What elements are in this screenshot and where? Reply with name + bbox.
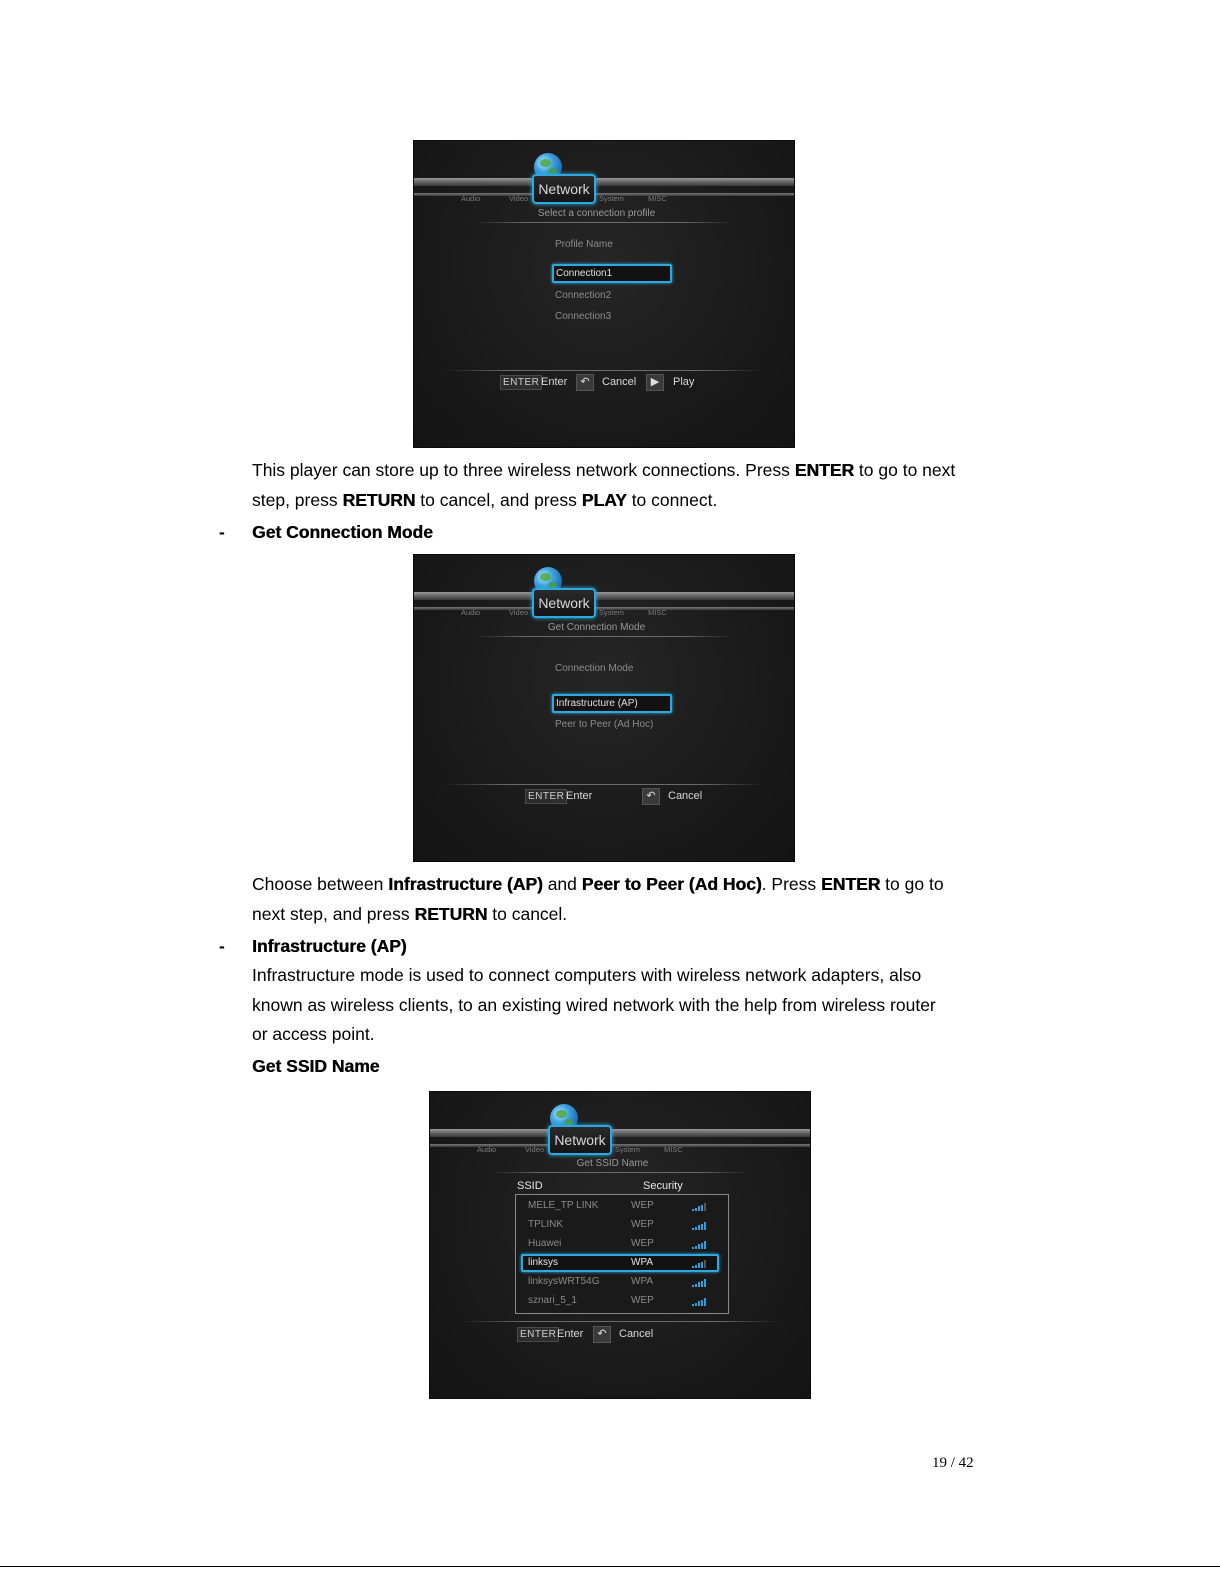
text: . Press <box>761 874 821 894</box>
enter-button[interactable]: Enter <box>557 1328 584 1340</box>
heading-infrastructure: Infrastructure (AP) <box>252 936 407 956</box>
tab-network[interactable]: Network <box>532 174 596 204</box>
tab-misc[interactable]: MISC <box>648 608 667 617</box>
text: to connect. <box>626 489 718 510</box>
divider <box>460 1321 780 1322</box>
screen-subtitle: Select a connection profile <box>537 208 656 219</box>
paragraph-choose-mode <box>252 870 944 929</box>
return-icon: ↶ <box>576 374 594 391</box>
text: to go to <box>880 874 944 894</box>
list-item[interactable]: Connection2 <box>555 290 612 301</box>
screenshot-connection-mode <box>413 554 795 862</box>
ssid-security: WEP <box>631 1238 654 1249</box>
page-number: 19 / 42 <box>932 1455 974 1471</box>
list-item-selected[interactable]: Infrastructure (AP) <box>552 694 672 713</box>
ssid-security: WEP <box>631 1219 654 1230</box>
text: This player can store up to three wireless network connections. Press <box>252 460 795 480</box>
ssid-name[interactable]: linksysWRT54G <box>528 1276 600 1287</box>
signal-strength-icon <box>692 1297 710 1306</box>
keyword-peer-to-peer: Peer to Peer (Ad Hoc) <box>581 874 762 894</box>
divider <box>474 222 734 223</box>
list-item[interactable]: Connection3 <box>555 311 612 322</box>
ssid-list[interactable] <box>515 1194 729 1314</box>
text: to go to next <box>854 460 956 480</box>
keyword-enter: ENTER <box>821 874 881 894</box>
cancel-button[interactable]: Cancel <box>668 790 703 802</box>
text: step, press <box>252 489 343 510</box>
page-bottom-rule <box>0 1566 1220 1567</box>
ssid-name[interactable]: sznari_5_1 <box>528 1295 577 1306</box>
text: to cancel, and press <box>415 489 582 510</box>
screenshot-ssid-list <box>429 1091 811 1399</box>
ssid-security: WEP <box>631 1295 654 1306</box>
text: and <box>542 874 582 894</box>
screenshot-select-profile <box>413 140 795 448</box>
ssid-name[interactable]: TPLINK <box>528 1219 564 1230</box>
screen-subtitle: Get SSID Name <box>576 1158 649 1169</box>
paragraph-infrastructure-description <box>252 961 936 1050</box>
ssid-name-selected[interactable]: linksys <box>528 1257 559 1268</box>
text: Choose between <box>252 874 389 894</box>
tab-network[interactable]: Network <box>532 588 596 618</box>
enter-key-icon: ENTER <box>525 789 567 804</box>
heading-get-ssid-name: Get SSID Name <box>252 1056 380 1076</box>
tab-audio[interactable]: Audio <box>461 194 481 203</box>
tab-video[interactable]: Video <box>509 608 529 617</box>
menu-bar <box>430 1129 810 1137</box>
divider <box>490 1172 750 1173</box>
menu-bar <box>414 178 794 186</box>
menu-bar <box>414 592 794 600</box>
divider <box>444 784 764 785</box>
ssid-security: WPA <box>631 1257 654 1268</box>
ssid-name[interactable]: Huawei <box>528 1238 562 1249</box>
text: next step, and press <box>252 903 415 924</box>
divider <box>444 370 764 371</box>
list-header: Connection Mode <box>555 663 634 674</box>
list-item[interactable]: Peer to Peer (Ad Hoc) <box>555 719 654 730</box>
signal-strength-icon <box>692 1221 710 1230</box>
tab-video[interactable]: Video <box>525 1145 545 1154</box>
tab-misc[interactable]: MISC <box>648 194 667 203</box>
keyword-return: RETURN <box>414 903 488 924</box>
heading-get-connection-mode: Get Connection Mode <box>252 522 433 542</box>
keyword-play: PLAY <box>581 489 627 510</box>
signal-strength-icon <box>692 1240 710 1249</box>
enter-button[interactable]: Enter <box>566 790 593 802</box>
signal-strength-icon <box>692 1278 710 1287</box>
cancel-button[interactable]: Cancel <box>602 376 637 388</box>
list-item-selected[interactable]: Connection1 <box>552 264 672 283</box>
signal-strength-icon <box>692 1202 710 1211</box>
bullet-dash: - <box>219 522 225 542</box>
return-icon: ↶ <box>642 788 660 805</box>
ssid-security: WEP <box>631 1200 654 1211</box>
enter-button[interactable]: Enter <box>541 376 568 388</box>
bullet-dash: - <box>219 936 225 956</box>
cancel-button[interactable]: Cancel <box>619 1328 654 1340</box>
screen-subtitle: Get Connection Mode <box>547 622 646 633</box>
play-icon: ▶ <box>646 374 664 391</box>
keyword-infrastructure: Infrastructure (AP) <box>388 874 543 894</box>
text-line: known as wireless clients, to an existing wired network with the help from wireless router <box>252 994 936 1015</box>
list-header: Profile Name <box>555 239 613 250</box>
tab-system[interactable]: System <box>599 194 625 203</box>
ssid-name[interactable]: MELE_TP LINK <box>528 1200 599 1211</box>
text-line: Infrastructure mode is used to connect computers with wireless network adapters, also <box>252 965 922 985</box>
tab-video[interactable]: Video <box>509 194 529 203</box>
keyword-enter: ENTER <box>794 460 855 480</box>
column-header-security: Security <box>643 1180 683 1192</box>
column-header-ssid: SSID <box>517 1180 543 1192</box>
enter-key-icon: ENTER <box>500 375 542 390</box>
play-button[interactable]: Play <box>673 376 695 388</box>
tab-system[interactable]: System <box>599 608 625 617</box>
signal-strength-icon <box>692 1259 710 1268</box>
divider <box>474 636 734 637</box>
tab-audio[interactable]: Audio <box>461 608 481 617</box>
tab-system[interactable]: System <box>615 1145 641 1154</box>
keyword-return: RETURN <box>342 489 416 510</box>
paragraph-store-connections <box>252 456 955 515</box>
tab-audio[interactable]: Audio <box>477 1145 497 1154</box>
tab-misc[interactable]: MISC <box>664 1145 683 1154</box>
text-line: or access point. <box>252 1024 375 1044</box>
ssid-security: WPA <box>631 1276 654 1287</box>
tab-network[interactable]: Network <box>548 1125 612 1155</box>
text: to cancel. <box>487 903 568 924</box>
return-icon: ↶ <box>593 1326 611 1343</box>
enter-key-icon: ENTER <box>517 1327 559 1342</box>
